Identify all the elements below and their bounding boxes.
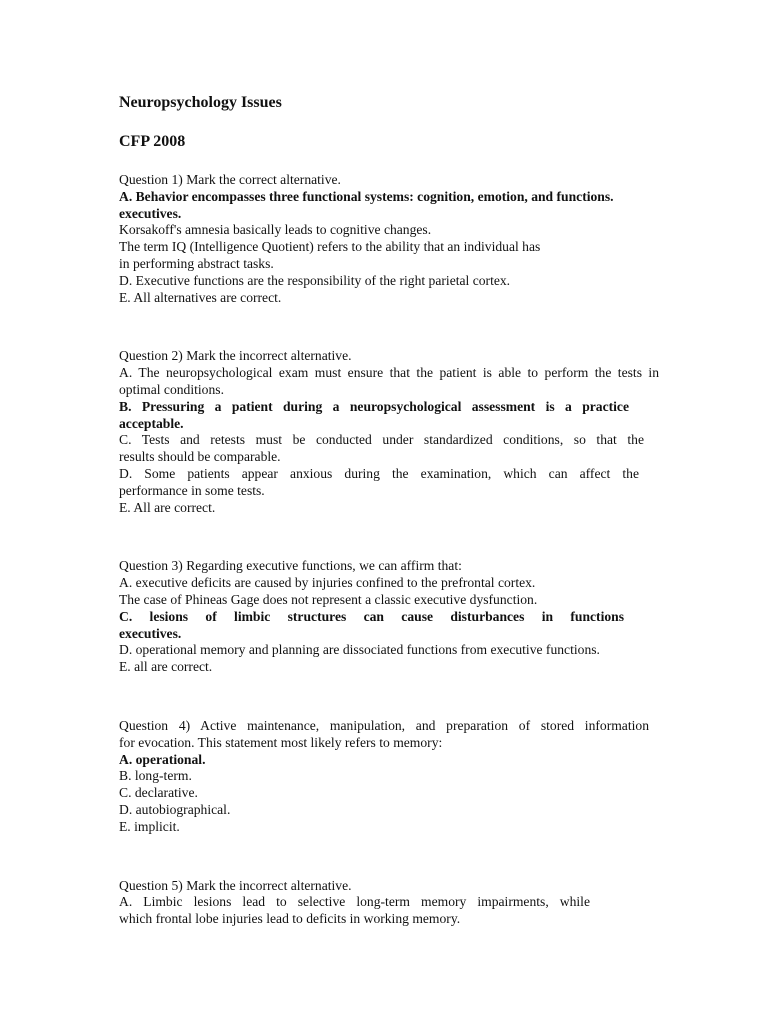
question-line: C. Tests and retests must be conducted under standardized conditions, so that the (119, 432, 644, 448)
question-line: optimal conditions. (119, 381, 224, 397)
question-block (119, 558, 664, 676)
question-line: A. The neuropsychological exam must ensure that the patient is able to perform the tests in (119, 365, 659, 381)
question-line: executives. (119, 625, 182, 641)
question-line: results should be comparable. (119, 449, 281, 465)
question-line: E. all are correct. (119, 659, 213, 675)
question-stem: Question 2) Mark the incorrect alternative. (119, 348, 352, 364)
questions-list (119, 172, 664, 928)
question-line: B. Pressuring a patient during a neuropsychological assessment is a practice (119, 398, 629, 414)
question-line: A. executive deficits are caused by injuries confined to the prefrontal cortex. (119, 575, 536, 591)
question-line: E. All are correct. (119, 499, 216, 515)
question-line: acceptable. (119, 415, 184, 431)
question-line: performance in some tests. (119, 482, 265, 498)
question-line: C. declarative. (119, 785, 198, 801)
question-stem: Question 4) Active maintenance, manipulation, and preparation of stored information (119, 717, 649, 733)
document-subtitle: CFP 2008 (119, 133, 186, 150)
question-stem: Question 1) Mark the correct alternative. (119, 172, 341, 187)
question-line: D. Some patients appear anxious during the examination, which can affect the (119, 465, 639, 481)
question-line: for evocation. This statement most likely refers to memory: (119, 734, 443, 750)
question-block (119, 878, 664, 928)
question-block (119, 348, 664, 516)
question-line: D. autobiographical. (119, 801, 231, 817)
question-line: Korsakoff's amnesia basically leads to cognitive changes. (119, 222, 432, 238)
question-line: B. long-term. (119, 768, 192, 784)
question-line: E. All alternatives are correct. (119, 289, 282, 305)
document-page (119, 93, 664, 928)
question-block (119, 718, 664, 836)
question-stem: Question 5) Mark the incorrect alternative. (119, 877, 352, 893)
question-line: The term IQ (Intelligence Quotient) refers to the ability that an individual has (119, 239, 541, 255)
question-line: A. Limbic lesions lead to selective long-term memory impairments, while (119, 894, 590, 910)
document-title: Neuropsychology Issues (119, 94, 282, 111)
question-line: D. operational memory and planning are dissociated functions from executive functions. (119, 642, 600, 658)
question-stem: Question 3) Regarding executive functions, we can affirm that: (119, 558, 462, 574)
question-line: A. Behavior encompasses three functional systems: cognition, emotion, and functions. (119, 188, 614, 204)
question-line: in performing abstract tasks. (119, 255, 274, 271)
question-line: which frontal lobe injuries lead to deficits in working memory. (119, 911, 461, 927)
question-line: executives. (119, 205, 182, 221)
question-line: A. operational. (119, 751, 206, 767)
question-line: The case of Phineas Gage does not represent a classic executive dysfunction. (119, 591, 538, 607)
question-block (119, 172, 664, 306)
question-line: D. Executive functions are the responsibility of the right parietal cortex. (119, 272, 511, 288)
question-line: C. lesions of limbic structures can cause disturbances in functions (119, 608, 624, 624)
question-line: E. implicit. (119, 818, 180, 834)
